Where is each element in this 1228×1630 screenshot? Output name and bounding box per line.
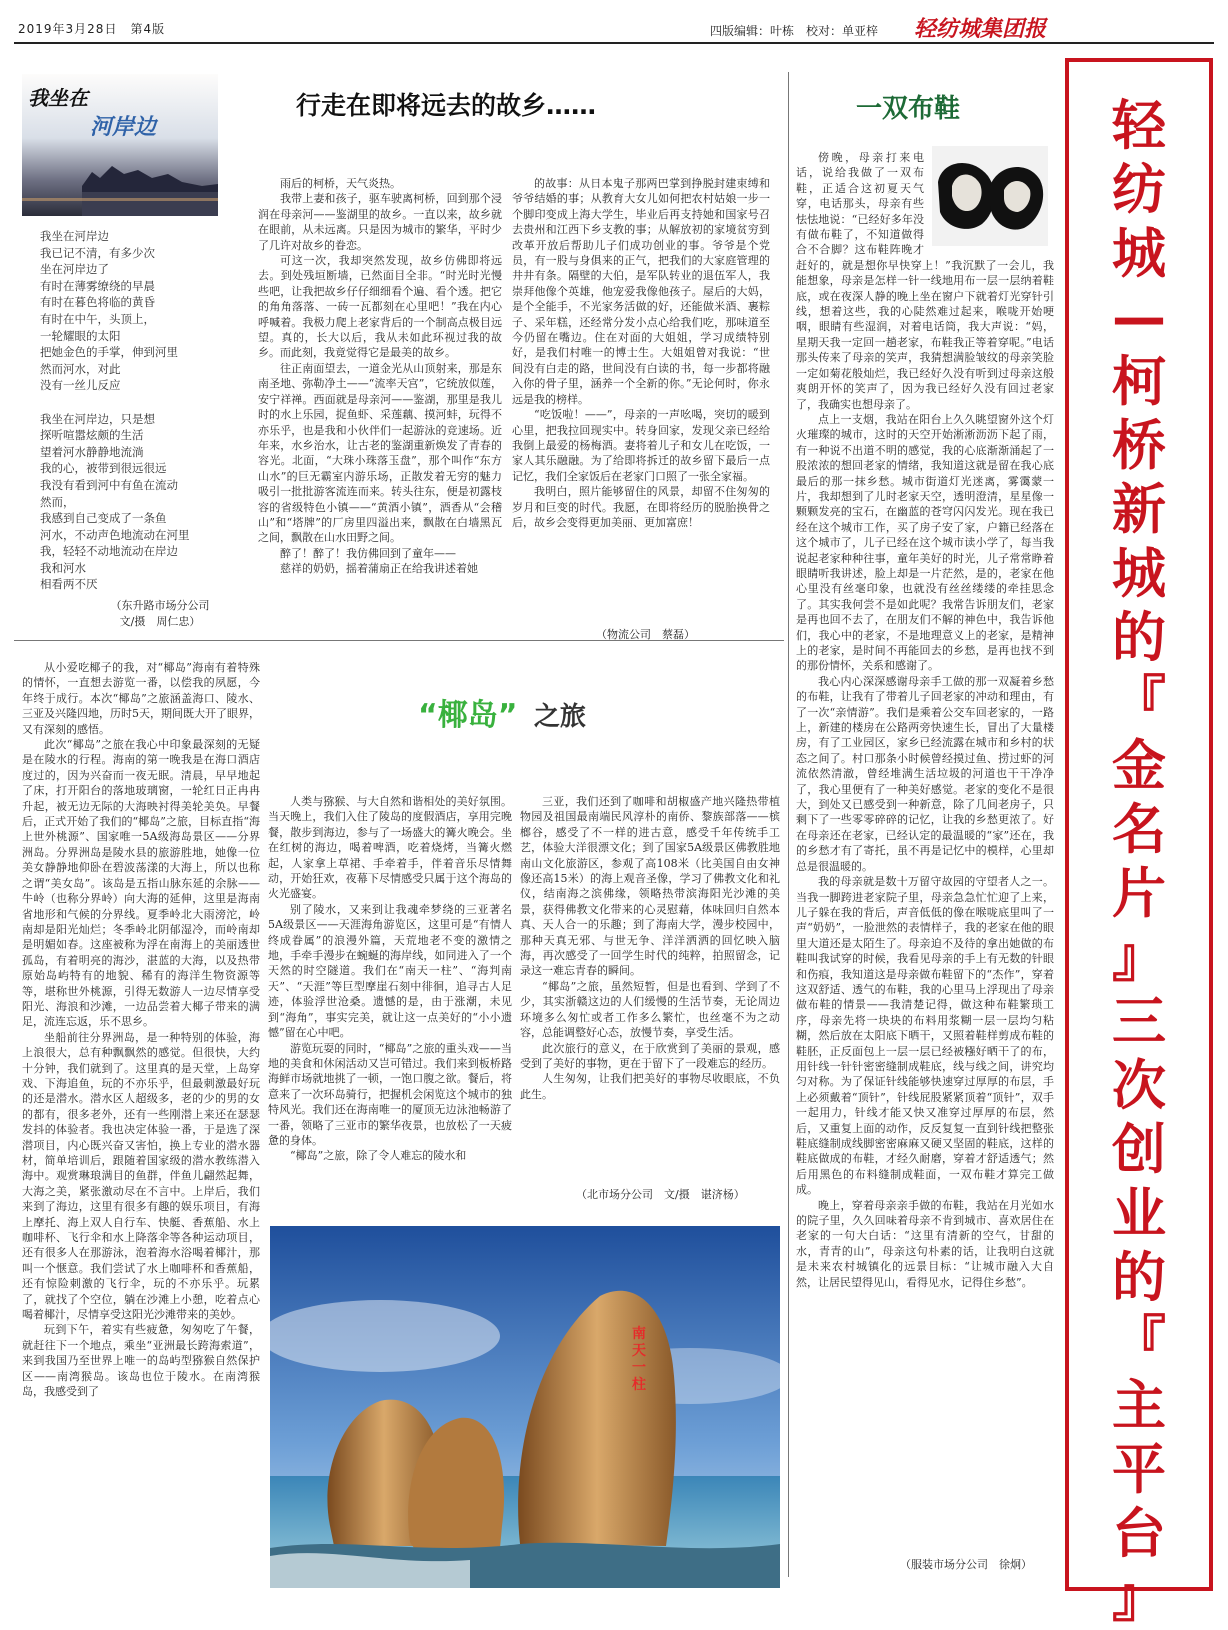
article3-paragraph: 从小爱吃椰子的我，对“椰岛”海南有着特殊的情怀，一直想去游览一番，以偿我的夙愿，今年终于成行。本次“椰岛”之旅涵盖海口、陵水、三亚及兴隆四地，历时5天，期间既大开了眼界，又有深刻的感悟。 bbox=[22, 661, 260, 736]
article2-body bbox=[796, 150, 1054, 1486]
date-issue: 2019年3月28日 第4版 bbox=[18, 22, 166, 36]
slogan-char: 台 bbox=[1112, 1502, 1166, 1565]
column-divider bbox=[788, 72, 789, 1577]
slogan-char: 纺 bbox=[1112, 158, 1166, 221]
slogan-char: 金 bbox=[1112, 734, 1166, 797]
slogan-char: 片 bbox=[1112, 862, 1166, 925]
photo-wrap-spacer bbox=[924, 150, 1054, 254]
article2-byline: （服装市场分公司 徐炯） bbox=[900, 1558, 1032, 1571]
article3-title bbox=[418, 690, 586, 734]
article3-paragraph: 此次“椰岛”之旅在我心中印象最深刻的无疑是在陵水的行程。海南的第一晚我是在海口酒店度过的，因为兴奋而一夜无眠。清晨，早早地起了床，打开阳台的落地玻璃窗，一轮红日正冉冉升起，被无边无际的大海映衬得美轮美奂。早餐后，正式开始了我们的“椰岛”之旅，目标直指“海上世外桃源”、国家唯一5A级海岛景区——分界洲岛。分界洲岛是陵水县的旅游胜地，她像一位美女静静地仰卧在碧波荡漾的大海上，所以也称之谓“美女岛”。该岛是五指山脉东延的余脉——牛岭（也称分界岭）向大海的延伸，这里是海南省地形和气候的分界线。夏季岭北大雨滂沱，岭南却是阳光灿烂；冬季岭北阴郁湿冷，而岭南却是明媚如春。这座被称为浮在南海上的美丽透世孤岛，有着明亮的海沙，湛蓝的大海，以及热带原始岛屿特有的地貌、稀有的海洋生物资源等等，堪称世外桃源，引得无数游人一边尽情享受阳光、海浪和沙滩，一边品尝着大椰子带来的满足，流连忘返，乐不思乡。 bbox=[22, 738, 260, 1029]
article3-col2 bbox=[268, 794, 512, 1214]
masthead-logo: 轻纺城集团报 bbox=[914, 16, 1047, 42]
poem-logo-line1: 我坐在 bbox=[28, 86, 88, 110]
article2-paragraph: 点上一支烟，我站在阳台上久久眺望窗外这个灯火璀璨的城市，这时的天空开始淅淅沥沥下起了雨，有一种说不出道不明的感觉，我的心底渐渐涌起了一股浓浓的想回老家的情绪，我知道这就是留在我心底最后的那一抹乡愁。城市街道灯光迷离，雾霭蒙一片，我却想到了儿时老家天空，透明澄清，星星像一颗颗发亮的宝石，在幽蓝的苍穹闪闪发光。现在我已经在这个城市工作，买了房子安了家，户籍已经落在这个城市了，儿子已经在这个城市读小学了，每当我说起老家种种往事，童年美好的时光，儿子常常睁着眼睛听我讲述，脸上却是一片茫然，是的，老家在他心里没有丝毫印象，也就没有丝丝缕缕的牵挂思念了。其实我何尝不是如此呢？我常告诉朋友们，老家是再也回不去了，在朋友们不解的神色中，我告诉他们，我心中的老家，不是地理意义上的老家，是精神上的老家，是时间不再能回去的乡愁，是再也找不到的那份情怀，关系和感谢了。 bbox=[796, 412, 1054, 673]
article3-paragraph: “椰岛”之旅，除了令人难忘的陵水和 bbox=[290, 1149, 467, 1163]
article1-title: 行走在即将远去的故乡…… bbox=[296, 91, 597, 120]
article1-col2 bbox=[512, 176, 770, 600]
article3-col1 bbox=[22, 660, 260, 1586]
slogan-banner bbox=[1065, 58, 1213, 1629]
poem-byline: （东升路市场分公司 文/摄 周仁忠） bbox=[110, 599, 210, 628]
article1-byline: （物流公司 蔡磊） bbox=[596, 628, 695, 641]
poem-logo-line2: 河岸边 bbox=[90, 115, 157, 140]
article3-paragraph: 游览玩耍的同时，“椰岛”之旅的重头戏——当地的美食和休闲活动又岂可错过。我们来到板桥路海鲜市场就地挑了一顿，一饱口腹之欲。餐后，将意来了一次环岛骑行，把握机会闲览这个城市的独特风光。我们还在海南唯一的厦顶无边泳池畅游了一番，领略了三亚市的繁华夜景，也放松了一天疲惫的身体。 bbox=[268, 1041, 512, 1147]
slogan-char: 的 bbox=[1112, 1246, 1166, 1309]
article3-paragraph: 此次旅行的意义，在于欣赏到了美丽的景观，感受到了美好的事物，更在于留下了一段难忘的经历。 bbox=[520, 1041, 780, 1070]
slogan-char: 创 bbox=[1112, 1118, 1166, 1181]
slogan-char: 柯 bbox=[1112, 350, 1166, 413]
article1-paragraph: 雨后的柯桥，天气炎热。 bbox=[280, 177, 401, 190]
article1-paragraph: 我带上妻和孩子，驱车驶离柯桥，回到那个浸润在母亲河——鉴湖里的故乡。一直以来，故乡就在眼前，从未远离。只是因为城市的繁华，平时少了几许对故乡的眷恋。 bbox=[258, 192, 502, 252]
poem-text: 我坐在河岸边 我已记不清，有多少次 坐在河岸边了 有时在薄雾缭绕的早晨 有时在暮色将临的黄昏 有时在中午，头顶上， 一轮耀眼的太阳 把她金色的手掌，伸到河里 然而河水，对此 没有一丝儿反应 我坐在河岸边，只是想 探听喧嚣炫颇的生活 望着河水静静地流淌 我的心，被带到很远很远 我没有看到河中有鱼在流动 然而， 我感到自己变成了一条鱼 河水，不动声色地流动在河里 我，轻轻不动地流动在岸边 我和河水 相看两不厌 bbox=[40, 229, 190, 592]
article3-paragraph: 玩到下午，着实有些疲惫，匆匆吃了午餐，就赶往下一个地点，乘坐“亚洲最长跨海索道”，来到我国乃至世界上唯一的岛屿型猕猴自然保护区——南湾猴岛。该岛也位于陵水。在南湾猴岛，我感受到了 bbox=[22, 1323, 260, 1399]
article2-paragraph: 我的母亲就是数十万留守故园的守望者人之一。当我一脚跨进老家院子里，母亲急急忙忙迎了上来，儿子躲在我的背后，声音低低的像在喉咙底里叫了一声“奶奶”，一脸泄然的表情样子，我的老家在他的眼里大道还是太陌生了。母亲迫不及待的拿出她做的布鞋叫我试穿的时候，我看见母亲的手上有无数的针眼和伤痕，我知道这是母亲做布鞋留下的“杰作”，穿着这双舒适、透气的布鞋，我的心里马上浮现出了母亲做布鞋的情景——我清楚记得，做这种布鞋繁琐工序，母亲先将一块块的布料用浆糊一层一层均匀粘糊，然后放在太阳底下晒干，又照着鞋样剪成布鞋的鞋胚，正反面包上一层一层已经被糨好晒干了的布，用针线一针针密密缝制成鞋底，线与线之间，讲究均匀对称。为了保证针线能够快速穿过厚厚的布层，手上必须戴着“顶针”，针线屁股紧紧顶着“顶针”，双手一起用力，针线才能又快又准穿过厚厚的布层，然后，又重复上面的动作，反反复复一直到针线把整张鞋底缝制成线脚密密麻麻又硬又坚固的鞋底，这样的鞋底做成的布鞋，才经久耐磨，穿着才舒适透气；然后用黑色的布料缝制成鞋面，一双布鞋才算完工做成。 bbox=[796, 875, 1054, 1197]
slogan-char: 城 bbox=[1112, 542, 1166, 605]
article3-paragraph: “椰岛”之旅，虽然短暂，但是也看到、学到了不少，其实浙赣这边的人们缓慢的生活节奏，无论周边环境多么匆忙或者工作多么繁忙，也丝毫不为之动容，总能调整好心态，放慢节奏，享受生活。 bbox=[520, 979, 780, 1040]
slogan-char: 平 bbox=[1112, 1438, 1166, 1501]
tianya-rock-photo bbox=[270, 1226, 780, 1588]
header-rule bbox=[14, 42, 1214, 44]
slogan-char: 『 bbox=[1112, 670, 1166, 733]
article1-paragraph: 可这一次，我却突然发现，故乡仿佛即将远去。到处残垣断墙，已然面目全非。“时光时光慢些吧，让我把故乡仔仔细细看个遍、看个透。把它的角角落落、一砖一瓦都刻在心里吧！”我在内心呼喊着。我极力爬上老家背后的一个制高点极目远望。真的，长大以后，我从未如此环视过我的故乡。而此刻，我竟觉得它是最美的故乡。 bbox=[258, 254, 502, 360]
article3-paragraph: 坐船前往分界洲岛，是一种特别的体验，海上浪很大，总有种飘飘然的感觉。但很快，大约十分钟，我们就到了。这里真的是天堂，上岛穿戏、下海追鱼，玩的不亦乐乎，但最刺激最好玩的还是潜水。潜水区人超级多，老的少的男的女的都有，很多老外，还有一些刚潜上来还在瑟瑟发抖的体验者。我也决定体验一番，于是选了深潜项目，内心既兴奋又害怕，换上专业的潜水器材，简单培训后，跟随着国家级的潜水教练潜入海中。观赏琳琅满目的鱼群，伴鱼儿翩然起舞，大海之美，紧张激动尽在不言中。上岸后，我们来到了海边，这里有很多有趣的娱乐项目，有海上摩托、海上双人自行车、快艇、香蕉船、水上咖啡杯、飞行伞和水上降落伞等各种运动项目，还有很多人在那游泳，泡着海水浴喝着椰汁，那叫一个惬意。我们尝试了水上咖啡杯和香蕉船，还有惊险刺激的飞行伞，玩的不亦乐乎。玩累了，就找了个空位，躺在沙滩上小憩，吃着点心喝着椰汁，尽情享受这阳光沙滩带来的美妙。 bbox=[22, 1030, 260, 1322]
article3-title-quoted: “椰岛” bbox=[418, 698, 518, 733]
page-header bbox=[14, 10, 1214, 40]
article1-col1 bbox=[258, 176, 502, 622]
article2-paragraph: 我心内心深深感谢母亲手工做的那一双凝着乡愁的布鞋，让我有了带着儿子回老家的冲动和理由，有了一次“亲情游”。我们是乘着公交车回老家的，一路上，新建的楼房在公路两旁快速生长，冒出了大量楼房，有了工业园区，家乡已经流露在城市和乡村的状态之间了。村口那条小时候曾经摸过鱼、捞过虾的河流依然清澈，曾经堆满生活垃圾的河道也干干净净了，我心里便有了一种美好感觉。老家的变化不是很大，到处又已感受到一种新意，除了几间老房子，只剩下了一些零零碎碎的记忆，让我的乡愁更浓了。好在母亲还在老家，已经认定的最温暖的“家”还在，我的乡愁才有了寄托，虽不再是记忆中的模样，心里却总是很温暖的。 bbox=[796, 674, 1054, 873]
slogan-char: 名 bbox=[1112, 798, 1166, 861]
article1-paragraph: 醉了！醉了！我仿佛回到了童年—— bbox=[280, 546, 456, 560]
slogan-char: 』 bbox=[1112, 1566, 1166, 1629]
slogan-char: 的 bbox=[1112, 606, 1166, 669]
article1-paragraph: 往正南面望去，一道金光从山顶射来，那是东南圣地、弥勒净土——“流率天宫”，它统放似莲，安宁祥禅。西面就是母亲河——鉴湖，那里是我儿时的水上乐园，捉鱼虾、采莲藕、摸河蚌，玩得不亦乐乎，也是我和小伙伴们一起游泳的竞速场。近年来，水乡治水，让古老的鉴湖重新焕发了青春的容光。北面，“大珠小珠落玉盘”，那个叫作“东方山水”的巨无霸室内游乐场，正散发着无穷的魅力吸引一批批游客流连而来。转头往东，便是初露枝容的省级特色小镇——“黄酒小镇”，酒香从“会稽山”和“塔牌”的厂房里四溢出来，飘散在白墙黑瓦之间，飘散在山水田野之间。 bbox=[258, 361, 502, 545]
slogan-char: 业 bbox=[1112, 1182, 1166, 1245]
slogan-char: 轻 bbox=[1112, 94, 1166, 157]
slogan-char: 城 bbox=[1112, 222, 1166, 285]
article3-paragraph: 别了陵水，又来到让我魂牵梦绕的三亚著名5A级景区——天涯海角游览区，这里可是“有情人终成眷属”的浪漫外篇，天荒地老不变的激情之地，手牵手漫步在蜿蜒的海岸线，如同进入了一个天然的时空隧道。我们在“南天一柱”、“海判南天”、“天涯”等巨型摩崖石刻中徘徊，追寻古人足迹，体验浮世沧桑。遗憾的是，由于涨潮，未见到“海角”，事实完美，就让这一点美好的“小小遗憾”留在心中吧。 bbox=[268, 902, 512, 1040]
article2-paragraph: 傍晚，母亲打来电话，说给我做了一双布鞋，正适合这初夏天气穿，电话那头，母亲有些怯怯地说：“已经好多年没有做布鞋了，不知道做得合不合脚？这布鞋阵晚才赶好的，就是想你早快穿上！”我沉默了一会儿，我能想象，母亲是怎样一针一线地用布一层一层纳着鞋底，或在夜深人静的晚上坐在窗户下就着灯光穿针引线，想着这些，我的心陡然难过起来，喉咙开始哽咽，眼睛有些湿润，对着电话筒，我大声说：“妈，星期天我一定回一趟老家，布鞋我正等着穿呢。”电话那头传来了母亲的笑声，我猜想满脸皱纹的母亲笑脸一定如菊花般灿烂，我已经好久没有听到过母亲这般爽朗开怀的笑声了，因为我已经好久没有回过老家了，我确实也想母亲了。 bbox=[796, 151, 1054, 411]
slogan-char: 次 bbox=[1112, 1054, 1166, 1117]
article1-paragraph: “吃饭啦！——”，母亲的一声吆喝，突切的暖到心里，把我拉回现实中。转身回家，发现父亲已经给我倒上最爱的杨梅酒。妻将着儿子和女儿在吃饭，一家人其乐融融。为了给即将拆迁的故乡留下最后一点记忆，我们全家饭后在老家门口照了一张全家福。 bbox=[512, 408, 770, 483]
slogan-char: — bbox=[1112, 286, 1166, 349]
article3-byline: （北市场分公司 文/摄 谌济杨） bbox=[576, 1188, 745, 1201]
article3-paragraph: 人类与猕猴、与大自然和谐相处的美好氛围。当天晚上，我们入住了陵岛的度假酒店，享用完晚餐，散步到海边，参与了一场盛大的篝火晚会。坐在红树的海边，喝着啤酒，吃着烧烤，当篝火燃起，人家拿上草裙、手牵着手，伴着音乐尽情舞动，开始狂欢，夜幕下尽情感受只属于这个海岛的火光盛宴。 bbox=[268, 795, 512, 901]
slogan-char: 主 bbox=[1112, 1374, 1166, 1437]
slogan-char: 桥 bbox=[1112, 414, 1166, 477]
editors-line: 四版编辑：叶栋 校对：单亚梓 bbox=[710, 24, 879, 38]
article2-paragraph: 晚上，穿着母亲亲手做的布鞋，我站在月光如水的院子里，久久回味着母亲不肯到城市、喜欢居住在老家的一句大白话：“这里有清新的空气，甘甜的水，青青的山”，母亲这句朴素的话，让我明白这就是未来农村城镇化的远景目标：“让城市融入大自然，让居民望得见山，看得见水，记得住乡愁”。 bbox=[796, 1198, 1054, 1289]
article1-paragraph: 我明白，照片能够留住的风景，却留不住匆匆的岁月和巨变的时代。我愿，在即将经历的脱胎换骨之后，故乡会变得更加美丽、更加富庶！ bbox=[512, 485, 770, 529]
slogan-char: 三 bbox=[1112, 990, 1166, 1053]
slogan-char: 『 bbox=[1112, 1310, 1166, 1373]
article3-col3 bbox=[520, 794, 780, 1170]
article3-paragraph: 三亚，我们还到了咖啡和胡椒盛产地兴隆热带植物园及祖国最南端民风淳朴的南侨、黎族部落——槟榔谷，感受了不一样的进古意，感受千年传统手工艺，体验大洋很漂文化；到了国家5A级景区佛教胜地南山文化旅游区，参观了高108米（比美国自由女神像还高15米）的海上观音圣像，学习了佛教文化和礼仪，结南海之滨佛缘，领略热带滨海阳光沙滩的美景，获得佛教文化带来的心灵慰藉，体味回归自然本真、天人合一的乐趣；到了海南大学，漫步校园中，那种天真无邪、与世无争、洋洋洒洒的回忆映入脑海，再次感受了一回学生时代的纯粹，拍照留念，记录这一难忘青春的瞬间。 bbox=[520, 795, 780, 978]
article2-title: 一双布鞋 bbox=[856, 94, 961, 124]
slogan-char: 新 bbox=[1112, 478, 1166, 541]
article1-paragraph: 的故事：从日本鬼子那两巴掌到挣脱封建束缚和爷爷结婚的事；从教育大女儿如何把农村姑娘一步一个脚印变成上海大学生，毕业后再支持她和国家号召去贵州和江西下乡支教的事；从解放初的家境贫穷到改革开放后帮助儿子们成功创业的事。爷爷是个党员，有一股与身俱来的正气，把我们的大家庭管理的井井有条。隔壁的大伯，是军队转业的退伍军人，我崇拜他像个英雄，他宠爱我像他孩子。屋后的大妈，是个全能手，不光家务活做的好，还能做米酒、裹粽子、采年糕，还经常分发小点心给我们吃，那味道至今仍留在嘴边。住在对面的大姐姐，学习成绩特别好，是我们村唯一的博士生。大姐姐曾对我说：“世间没有白走的路，世间没有白读的书，每一步都将融入你的骨子里，涵养一个全新的你。”无论何时，你永远是我的榜样。 bbox=[512, 177, 770, 406]
slogan-char: 』 bbox=[1112, 926, 1166, 989]
article3-title-rest: 之旅 bbox=[533, 702, 586, 732]
article1-paragraph: 慈祥的奶奶，摇着蒲扇正在给我讲述着她 bbox=[280, 562, 478, 576]
article3-paragraph: 人生匆匆，让我们把美好的事物尽收眼底，不负此生。 bbox=[520, 1072, 780, 1101]
rock-inscription: 南天一柱 bbox=[632, 1326, 646, 1393]
slogan-text bbox=[1069, 94, 1209, 1630]
